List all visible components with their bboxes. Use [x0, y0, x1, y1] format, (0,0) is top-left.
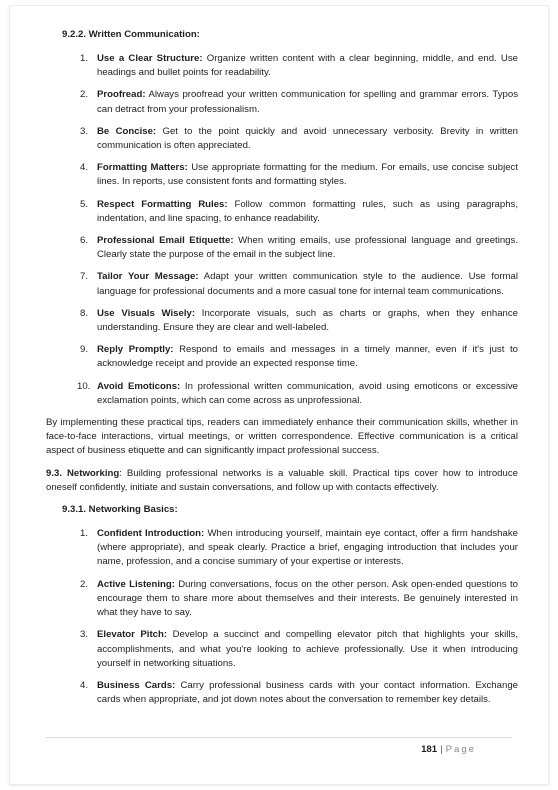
list-item-term: Professional Email Etiquette:: [97, 235, 234, 247]
list-item-text: When introducing yourself, maintain eye contact, offer a firm handshake (where appropriate), and speak clearly. Practice a brief, engaging introduction that includes your name, profession, and a concise summary of your expertise or interests.: [97, 528, 518, 568]
list-item-term: Be Concise:: [97, 125, 157, 137]
list-item: [46, 380, 518, 408]
list-item: [46, 307, 518, 335]
list-item: [46, 198, 518, 226]
list-item-term: Elevator Pitch:: [97, 629, 168, 641]
list-item: [46, 270, 518, 298]
networking-intro-text: : Building professional networks is a valuable skill. Practical tips cover how to introduce oneself confidently, initiate and sustain conversations, and follow up with contacts effectively.: [46, 467, 518, 493]
page-content: [46, 28, 518, 715]
list-item: [46, 679, 518, 707]
list-item: [46, 52, 518, 80]
list-item-term: Avoid Emoticons:: [97, 380, 181, 392]
summary-paragraph: By implementing these practical tips, readers can immediately enhance their communication skills, whether in face-to-face interactions, virtual meetings, or written correspondence. Effective communication is a critical aspect of business etiquette and can significantly impact professional success.: [46, 417, 518, 457]
list-item-text: Follow common formatting rules, such as using paragraphs, indentation, and line spacing, to enhance readability.: [97, 198, 518, 224]
list-item: [46, 125, 518, 153]
page-number: 181: [421, 744, 438, 755]
list-item-text: Use appropriate formatting for the medium. For emails, use concise subject lines. In reports, use consistent fonts and formatting styles.: [97, 162, 519, 188]
list-item-term: Respect Formatting Rules:: [97, 198, 228, 210]
list-item-text: Get to the point quickly and avoid unnecessary verbosity. Brevity in written communication is often appreciated.: [97, 125, 518, 152]
list-number: 2.: [80, 89, 89, 101]
list-number: 4.: [80, 162, 89, 174]
list-item-text: Respond to emails and messages in a timely manner, even if it's just to acknowledge receipt and provide an expected response time.: [97, 344, 518, 370]
section-term-networking: 9.3. Networking: [46, 467, 120, 479]
list-number: 6.: [80, 235, 89, 247]
list-item: [46, 578, 518, 621]
list-number: 5.: [80, 198, 89, 210]
written-communication-list: [46, 52, 518, 408]
list-item: [46, 343, 518, 371]
list-item-text: Organize written content with a clear beginning, middle, and end. Use headings and bullet points for readability.: [97, 53, 518, 79]
list-item-term: Use a Clear Structure:: [97, 53, 203, 64]
page-footer: [421, 744, 476, 756]
list-item-text: When writing emails, use professional language and greetings. Clearly state the purpose of the email in the subject line.: [97, 235, 518, 261]
list-item-text: In professional written communication, avoid using emoticons or excessive exclamation points, which can come across as unprofessional.: [97, 380, 518, 406]
list-item-text: Develop a succinct and compelling elevator pitch that highlights your skills, accomplishments, and what you're looking to achieve professionally. Use it when introducing yourself in networking situations.: [97, 629, 518, 669]
list-item: [46, 161, 518, 189]
section-heading-networking-basics: 9.3.1. Networking Basics:: [62, 504, 178, 516]
list-item-text: Always proofread your written communication for spelling and grammar errors. Typos can detract from your professionalism.: [97, 89, 518, 115]
list-item: [46, 527, 518, 570]
list-number: 2.: [80, 578, 89, 590]
list-number: 7.: [80, 271, 89, 283]
networking-intro-paragraph: [46, 467, 518, 495]
list-item-term: Formatting Matters:: [97, 162, 188, 174]
list-number: 1.: [80, 53, 89, 64]
list-number: 9.: [80, 344, 89, 356]
list-item-term: Tailor Your Message:: [97, 271, 199, 283]
list-number: 1.: [80, 528, 89, 540]
list-item-text: Carry professional business cards with your contact information. Exchange cards when appropriate, and jot down notes about the conversation to remember key details.: [97, 679, 518, 706]
list-item: [46, 234, 518, 262]
list-number: 3.: [80, 629, 89, 641]
page-label: Page: [445, 744, 476, 755]
list-number: 4.: [80, 679, 89, 691]
list-item-text: Adapt your written communication style to the audience. Use formal language for professional documents and a more casual tone for internal team communications.: [97, 271, 518, 297]
list-item-term: Use Visuals Wisely:: [97, 307, 196, 319]
list-item-term: Business Cards:: [97, 679, 176, 691]
list-item-text: Incorporate visuals, such as charts or graphs, when they enhance understanding. Ensure they are clear and well-labeled.: [97, 307, 518, 334]
networking-basics-list: [46, 527, 518, 707]
list-item-text: During conversations, focus on the other person. Ask open-ended questions to encourage them to share more about themselves and their interests. Be genuinely interested in what they have to say.: [97, 578, 518, 619]
footer-separator: |: [440, 744, 443, 755]
footer-divider: [46, 737, 512, 738]
document-page: [10, 6, 548, 784]
list-item-term: Proofread:: [97, 89, 146, 101]
section-heading-written-communication: 9.2.2. Written Communication:: [62, 29, 200, 40]
list-number: 8.: [80, 307, 89, 319]
list-item-term: Reply Promptly:: [97, 344, 174, 356]
list-item-term: Active Listening:: [97, 578, 175, 590]
list-item: [46, 628, 518, 671]
list-number: 3.: [80, 125, 89, 137]
list-number: 10.: [77, 380, 91, 392]
list-item: [46, 88, 518, 116]
list-item-term: Confident Introduction:: [97, 528, 205, 540]
